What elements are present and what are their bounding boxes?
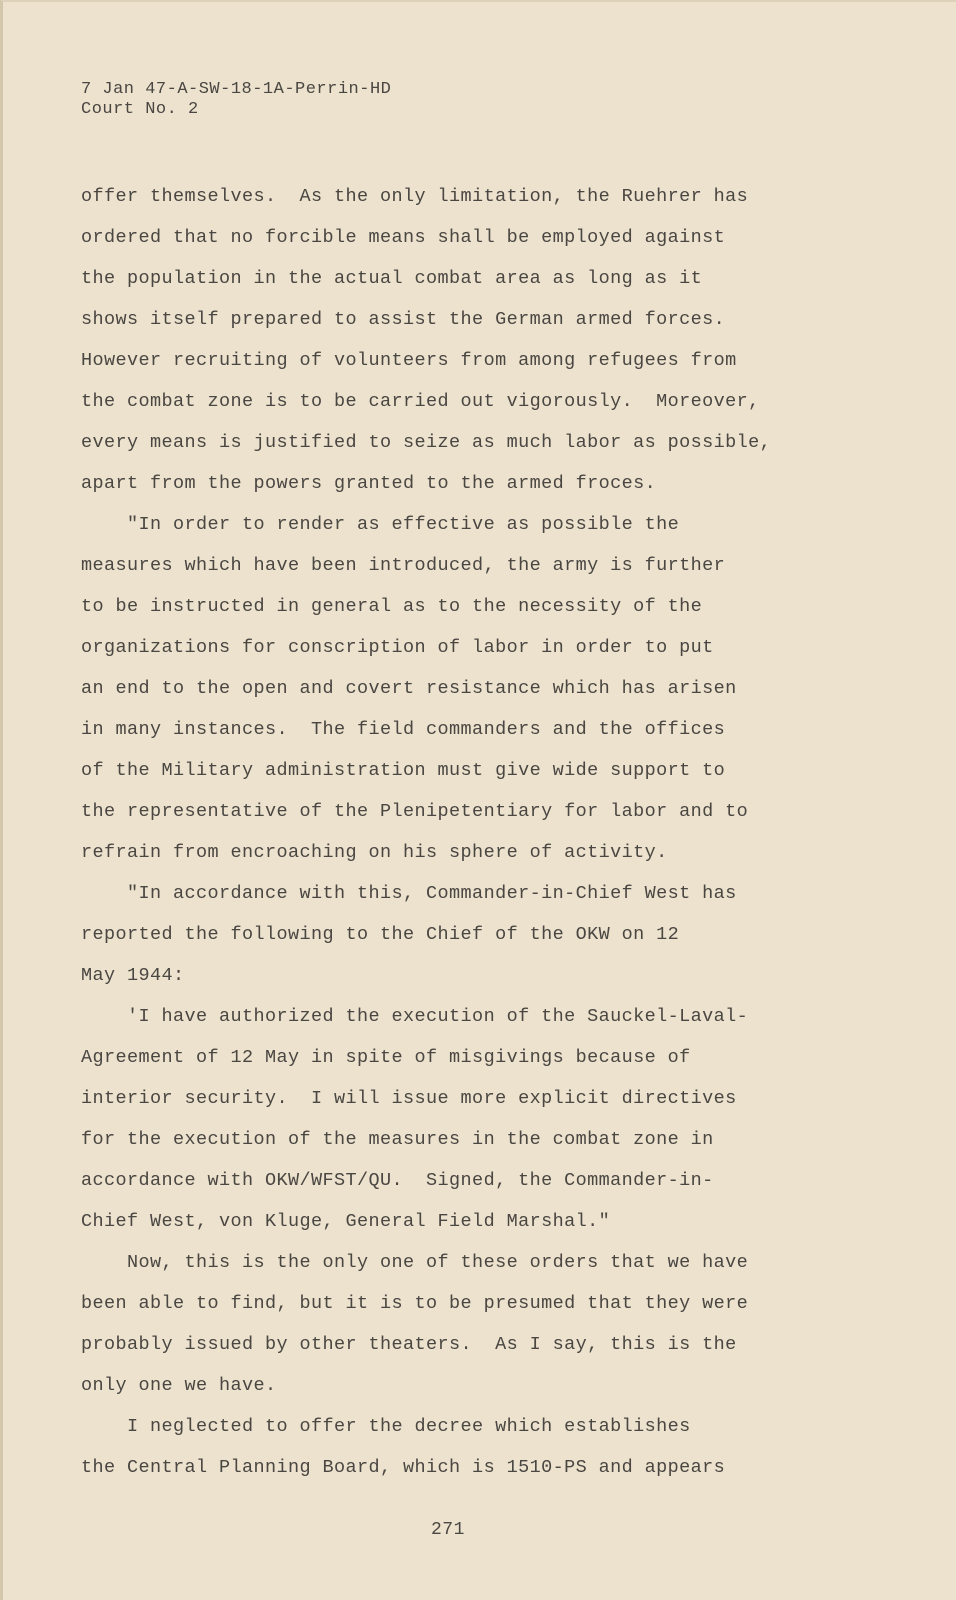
text-line: been able to find, but it is to be presumed that they were xyxy=(81,1293,749,1314)
text-line: to be instructed in general as to the necessity of the xyxy=(81,596,703,617)
text-line: However recruiting of volunteers from among refugees from xyxy=(81,350,737,371)
text-line: I neglected to offer the decree which establishes xyxy=(81,1416,691,1437)
text-line: the combat zone is to be carried out vigorously. Moreover, xyxy=(81,391,760,412)
page-number: 271 xyxy=(431,1520,465,1540)
text-line: accordance with OKW/WFST/QU. Signed, the Commander-in- xyxy=(81,1170,714,1191)
transcript-header xyxy=(81,80,391,120)
text-line: refrain from encroaching on his sphere of activity. xyxy=(81,842,668,863)
text-line: offer themselves. As the only limitation, the Ruehrer has xyxy=(81,186,749,207)
text-line: in many instances. The field commanders and the offices xyxy=(81,719,726,740)
text-line: Agreement of 12 May in spite of misgivings because of xyxy=(81,1047,691,1068)
text-line: Chief West, von Kluge, General Field Marshal." xyxy=(81,1211,611,1232)
text-line: the Central Planning Board, which is 1510-PS and appears xyxy=(81,1457,726,1478)
text-line: for the execution of the measures in the combat zone in xyxy=(81,1129,714,1150)
text-line: Now, this is the only one of these orders that we have xyxy=(81,1252,749,1273)
text-line: 'I have authorized the execution of the Sauckel-Laval- xyxy=(81,1006,749,1027)
text-line: interior security. I will issue more explicit directives xyxy=(81,1088,737,1109)
text-line: shows itself prepared to assist the German armed forces. xyxy=(81,309,726,330)
text-line: measures which have been introduced, the army is further xyxy=(81,555,726,576)
header-session-line: 7 Jan 47-A-SW-18-1A-Perrin-HD xyxy=(81,80,392,99)
text-line: the representative of the Plenipetentiary for labor and to xyxy=(81,801,749,822)
text-line: only one we have. xyxy=(81,1375,277,1396)
text-line: apart from the powers granted to the armed froces. xyxy=(81,473,657,494)
text-line: May 1944: xyxy=(81,965,185,986)
text-line: the population in the actual combat area as long as it xyxy=(81,268,703,289)
text-line: of the Military administration must give wide support to xyxy=(81,760,726,781)
text-line: "In order to render as effective as possible the xyxy=(81,514,680,535)
text-line: "In accordance with this, Commander-in-Chief West has xyxy=(81,883,737,904)
text-line: probably issued by other theaters. As I say, this is the xyxy=(81,1334,737,1355)
text-line: an end to the open and covert resistance which has arisen xyxy=(81,678,737,699)
text-line: reported the following to the Chief of the OKW on 12 xyxy=(81,924,680,945)
text-line: organizations for conscription of labor in order to put xyxy=(81,637,714,658)
header-court-line: Court No. 2 xyxy=(81,100,199,119)
text-line: every means is justified to seize as much labor as possible, xyxy=(81,432,772,453)
text-line: ordered that no forcible means shall be employed against xyxy=(81,227,726,248)
